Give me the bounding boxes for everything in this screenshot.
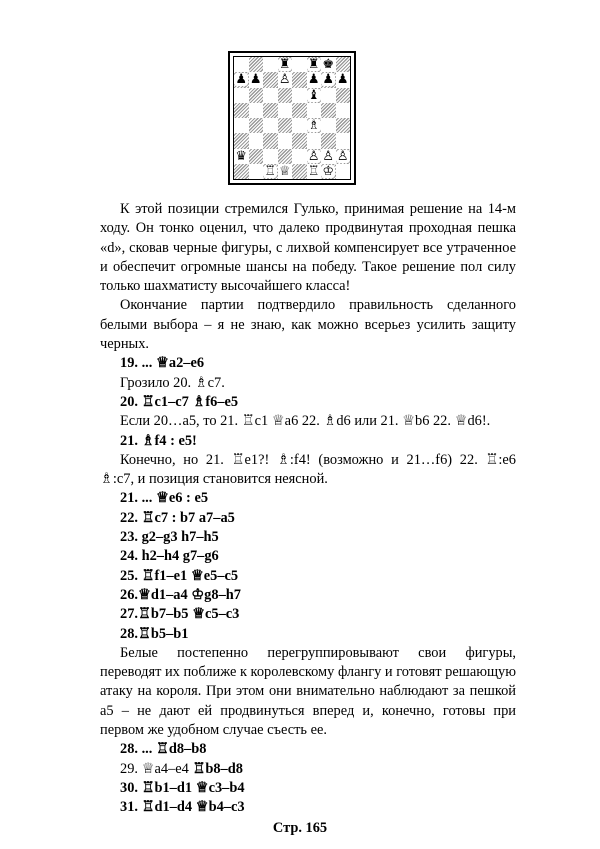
chess-piece: ♟ [336, 72, 349, 88]
move-notation: 28.♖b5–b1 [120, 625, 189, 642]
board-square [278, 133, 293, 148]
board-square [263, 149, 278, 164]
board-square [292, 72, 307, 87]
board-square [307, 72, 322, 87]
chess-piece: ♜ [307, 57, 320, 73]
chess-piece: ♙ [307, 148, 320, 164]
move-line [100, 586, 516, 605]
board-square [321, 88, 336, 103]
board-square [307, 164, 322, 179]
board-square [321, 103, 336, 118]
board-square [336, 57, 351, 72]
chess-piece: ♖ [307, 163, 320, 179]
board-square [263, 118, 278, 133]
chess-piece: ♖ [264, 163, 277, 179]
board-square [321, 57, 336, 72]
board-square [336, 149, 351, 164]
chess-piece: ♟ [307, 72, 320, 88]
board-square [249, 103, 264, 118]
board-square [249, 88, 264, 103]
chess-diagram [228, 51, 356, 185]
board-square [263, 57, 278, 72]
move-notation: 25. ♖f1–e1 ♕e5–c5 [120, 567, 239, 584]
move-line [100, 528, 516, 547]
board-square [292, 149, 307, 164]
board-square [321, 118, 336, 133]
board-square [336, 118, 351, 133]
text-run: 29. ♕a4–e4 [120, 760, 193, 777]
move-line [100, 625, 516, 644]
board-square [263, 72, 278, 87]
move-line [100, 740, 516, 759]
board-square [249, 57, 264, 72]
text-run: Конечно, но 21. ♖e1?! ♗:f4! (возможно и 21…f6) 22. ♖:e6 ♗:c7, и позиция становится неясной. [100, 451, 516, 488]
board-square [321, 164, 336, 179]
move-line [100, 432, 516, 451]
board-square [336, 103, 351, 118]
move-line [100, 605, 516, 624]
text-run: Грозило 20. ♗c7. [120, 374, 225, 391]
board-square [234, 164, 249, 179]
board-square [263, 88, 278, 103]
board-square [249, 149, 264, 164]
board-square [321, 149, 336, 164]
book-text [100, 200, 516, 818]
board-square [234, 57, 249, 72]
board-square [336, 164, 351, 179]
chess-piece: ♛ [235, 148, 248, 164]
move-notation: 27.♖b7–b5 ♕c5–c3 [120, 606, 240, 623]
move-line [100, 779, 516, 798]
board-square [263, 164, 278, 179]
move-line [100, 412, 516, 431]
move-line [100, 374, 516, 393]
board-square [307, 149, 322, 164]
board-square [307, 133, 322, 148]
board-square [249, 164, 264, 179]
move-notation: 21. ♗f4 : e5! [120, 432, 197, 449]
move-notation: 26.♕d1–a4 ♔g8–h7 [120, 586, 241, 603]
board-square [336, 72, 351, 87]
board-square [307, 88, 322, 103]
board-square [321, 133, 336, 148]
move-line [100, 354, 516, 373]
board-square [263, 103, 278, 118]
move-line [100, 547, 516, 566]
board-square [307, 118, 322, 133]
text-run: Окончание партии подтвердило правильность сделанного белыми выбора – я не знаю, как можно всерьез усилить защиту черных. [100, 297, 516, 353]
board-square [249, 72, 264, 87]
board-square [307, 57, 322, 72]
move-notation: 19. ... ♕a2–e6 [120, 355, 205, 372]
board-square [307, 103, 322, 118]
text-run: Если 20…a5, то 21. ♖c1 ♕a6 22. ♗d6 или 21. ♕b6 22. ♕d6!. [120, 413, 491, 430]
board-square [292, 103, 307, 118]
board-square [278, 57, 293, 72]
board-square [292, 118, 307, 133]
paragraph [100, 200, 516, 296]
board-square [278, 103, 293, 118]
board-square [278, 72, 293, 87]
move-notation: 24. h2–h4 g7–g6 [120, 548, 219, 565]
board-square [249, 133, 264, 148]
chess-board-frame [233, 56, 351, 180]
board-square [292, 57, 307, 72]
board-square [292, 164, 307, 179]
move-line [100, 509, 516, 528]
chess-piece: ♚ [322, 57, 335, 73]
board-square [234, 103, 249, 118]
move-line [100, 393, 516, 412]
chess-piece: ♔ [322, 163, 335, 179]
board-square [278, 118, 293, 133]
paragraph [100, 644, 516, 740]
text-run: К этой позиции стремился Гулько, принимая решение на 14-м ходу. Он тонко оценил, что далеко продвинутая проходная пешка «d», сковав черные фигуры, с лихвой компенсирует все утраченное и обеспечит огромные шансы на победу. Такое решение пол силу только шахматисту высочайшего класса! [100, 201, 516, 295]
chess-piece: ♟ [249, 72, 262, 88]
move-notation: 23. g2–g3 h7–h5 [120, 529, 219, 546]
chess-piece: ♝ [307, 87, 320, 103]
chess-piece: ♟ [322, 72, 335, 88]
move-notation: 21. ... ♕e6 : e5 [120, 490, 209, 507]
board-square [336, 133, 351, 148]
move-notation: 22. ♖c7 : b7 a7–a5 [120, 509, 235, 526]
board-square [234, 133, 249, 148]
board-square [278, 164, 293, 179]
move-line [100, 760, 516, 779]
move-notation: 31. ♖d1–d4 ♕b4–c3 [120, 799, 245, 816]
chess-piece: ♜ [278, 57, 291, 73]
chess-piece: ♟ [235, 72, 248, 88]
board-square [234, 118, 249, 133]
page-number: Стр. 165 [272, 820, 328, 836]
board-square [278, 88, 293, 103]
board-square [292, 88, 307, 103]
move-line [100, 567, 516, 586]
chess-piece: ♙ [336, 148, 349, 164]
board-square [292, 133, 307, 148]
move-line [100, 798, 516, 817]
paragraph [100, 451, 516, 490]
move-notation: 20. ♖c1–c7 ♗f6–e5 [120, 393, 239, 410]
board-square [249, 118, 264, 133]
board-square [278, 149, 293, 164]
chess-piece: ♕ [278, 163, 291, 179]
move-notation: ♖b8–d8 [192, 760, 243, 777]
board-square [234, 88, 249, 103]
board-square [263, 133, 278, 148]
board-square [336, 88, 351, 103]
paragraph [100, 296, 516, 354]
chess-piece: ♗ [307, 118, 320, 134]
chess-piece: ♙ [278, 72, 291, 88]
move-notation: 30. ♖b1–d1 ♕c3–b4 [120, 779, 245, 796]
move-notation: 28. ... ♖d8–b8 [120, 741, 207, 758]
chess-piece: ♙ [322, 148, 335, 164]
chess-board [234, 57, 350, 179]
move-line [100, 489, 516, 508]
text-run: Белые постепенно перегруппировывают свои фигуры, переводят их поближе к королевскому флангу и готовят решающую атаку на короля. При этом они внимательно наблюдают за пешкой a5 – не дают ей продвинуться вперед и, конечно, готовы при первом же удобном случае съесть ее. [100, 644, 516, 739]
board-square [234, 72, 249, 87]
board-square [321, 72, 336, 87]
board-square [234, 149, 249, 164]
